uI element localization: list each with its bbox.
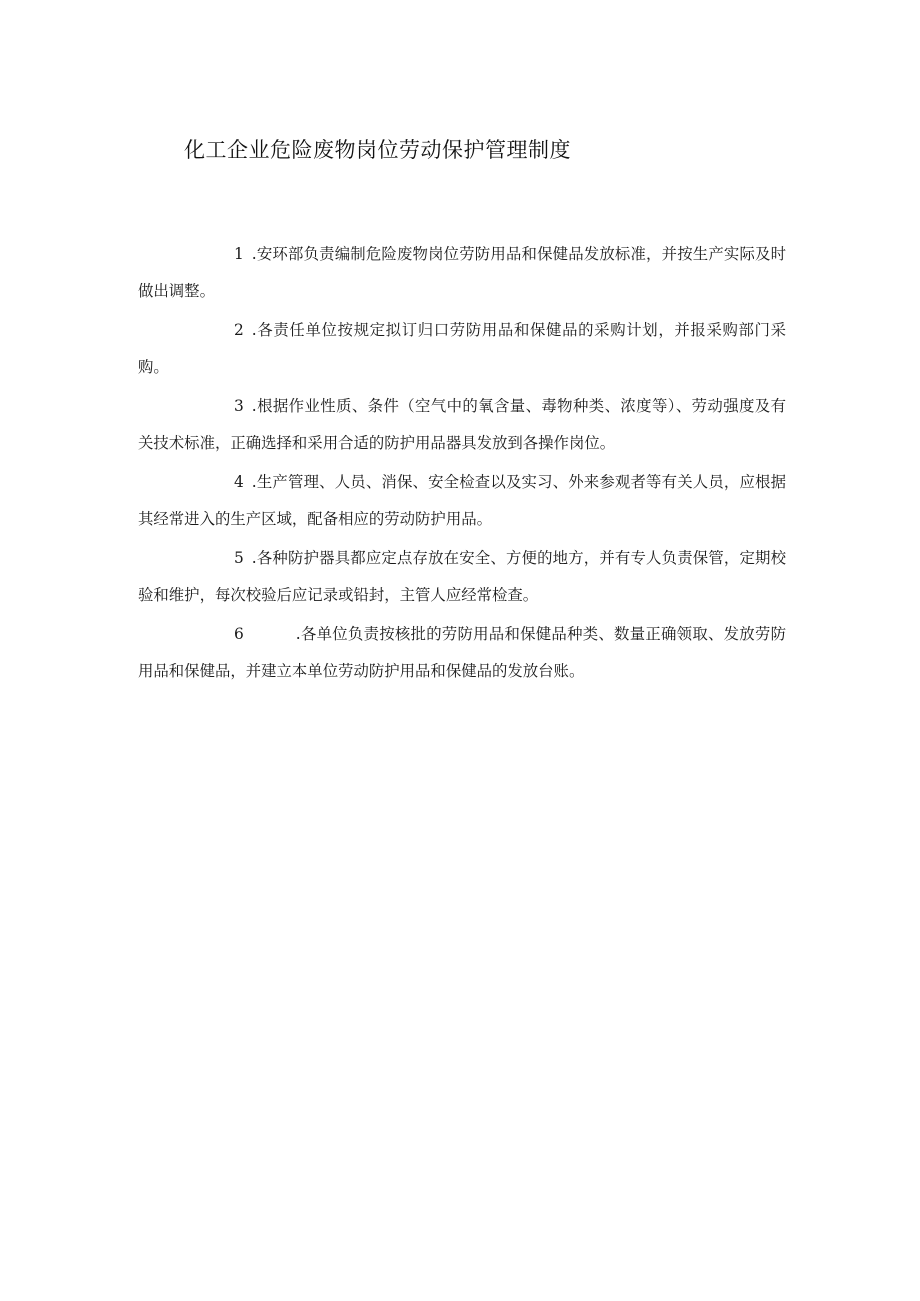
item-number: 2 <box>234 321 244 339</box>
item-text: .各责任单位按规定拟订归口劳防用品和保健品的采购计划，并报采购部门采购。 <box>138 321 786 376</box>
item-number: 4 <box>234 473 244 491</box>
item-number: 3 <box>234 397 244 415</box>
list-item <box>138 312 786 386</box>
list-item <box>138 464 786 538</box>
list-item <box>138 236 786 310</box>
item-text: .安环部负责编制危险废物岗位劳防用品和保健品发放标准，并按生产实际及时做出调整。 <box>138 245 786 300</box>
item-text: .根据作业性质、条件（空气中的氧含量、毒物种类、浓度等）、劳动强度及有关技术标准，正确选择和采用合适的防护用品器具发放到各操作岗位。 <box>138 397 786 452</box>
document-body <box>138 236 786 692</box>
list-item <box>138 388 786 462</box>
item-number: 5 <box>234 549 244 567</box>
item-text: .各单位负责按核批的劳防用品和保健品种类、数量正确领取、发放劳防用品和保健品，并建立本单位劳动防护用品和保健品的发放台账。 <box>138 625 786 680</box>
item-text: .各种防护器具都应定点存放在安全、方便的地方，并有专人负责保管，定期校验和维护，每次校验后应记录或铅封，主管人应经常检查。 <box>138 549 786 604</box>
item-number: 6 <box>234 625 244 643</box>
document-title: 化工企业危险废物岗位劳动保护管理制度 <box>184 138 571 163</box>
item-number: 1 <box>234 245 244 263</box>
item-text: .生产管理、人员、消保、安全检查以及实习、外来参观者等有关人员，应根据其经常进入的生产区域，配备相应的劳动防护用品。 <box>138 473 786 528</box>
list-item <box>138 540 786 614</box>
list-item <box>138 616 786 690</box>
